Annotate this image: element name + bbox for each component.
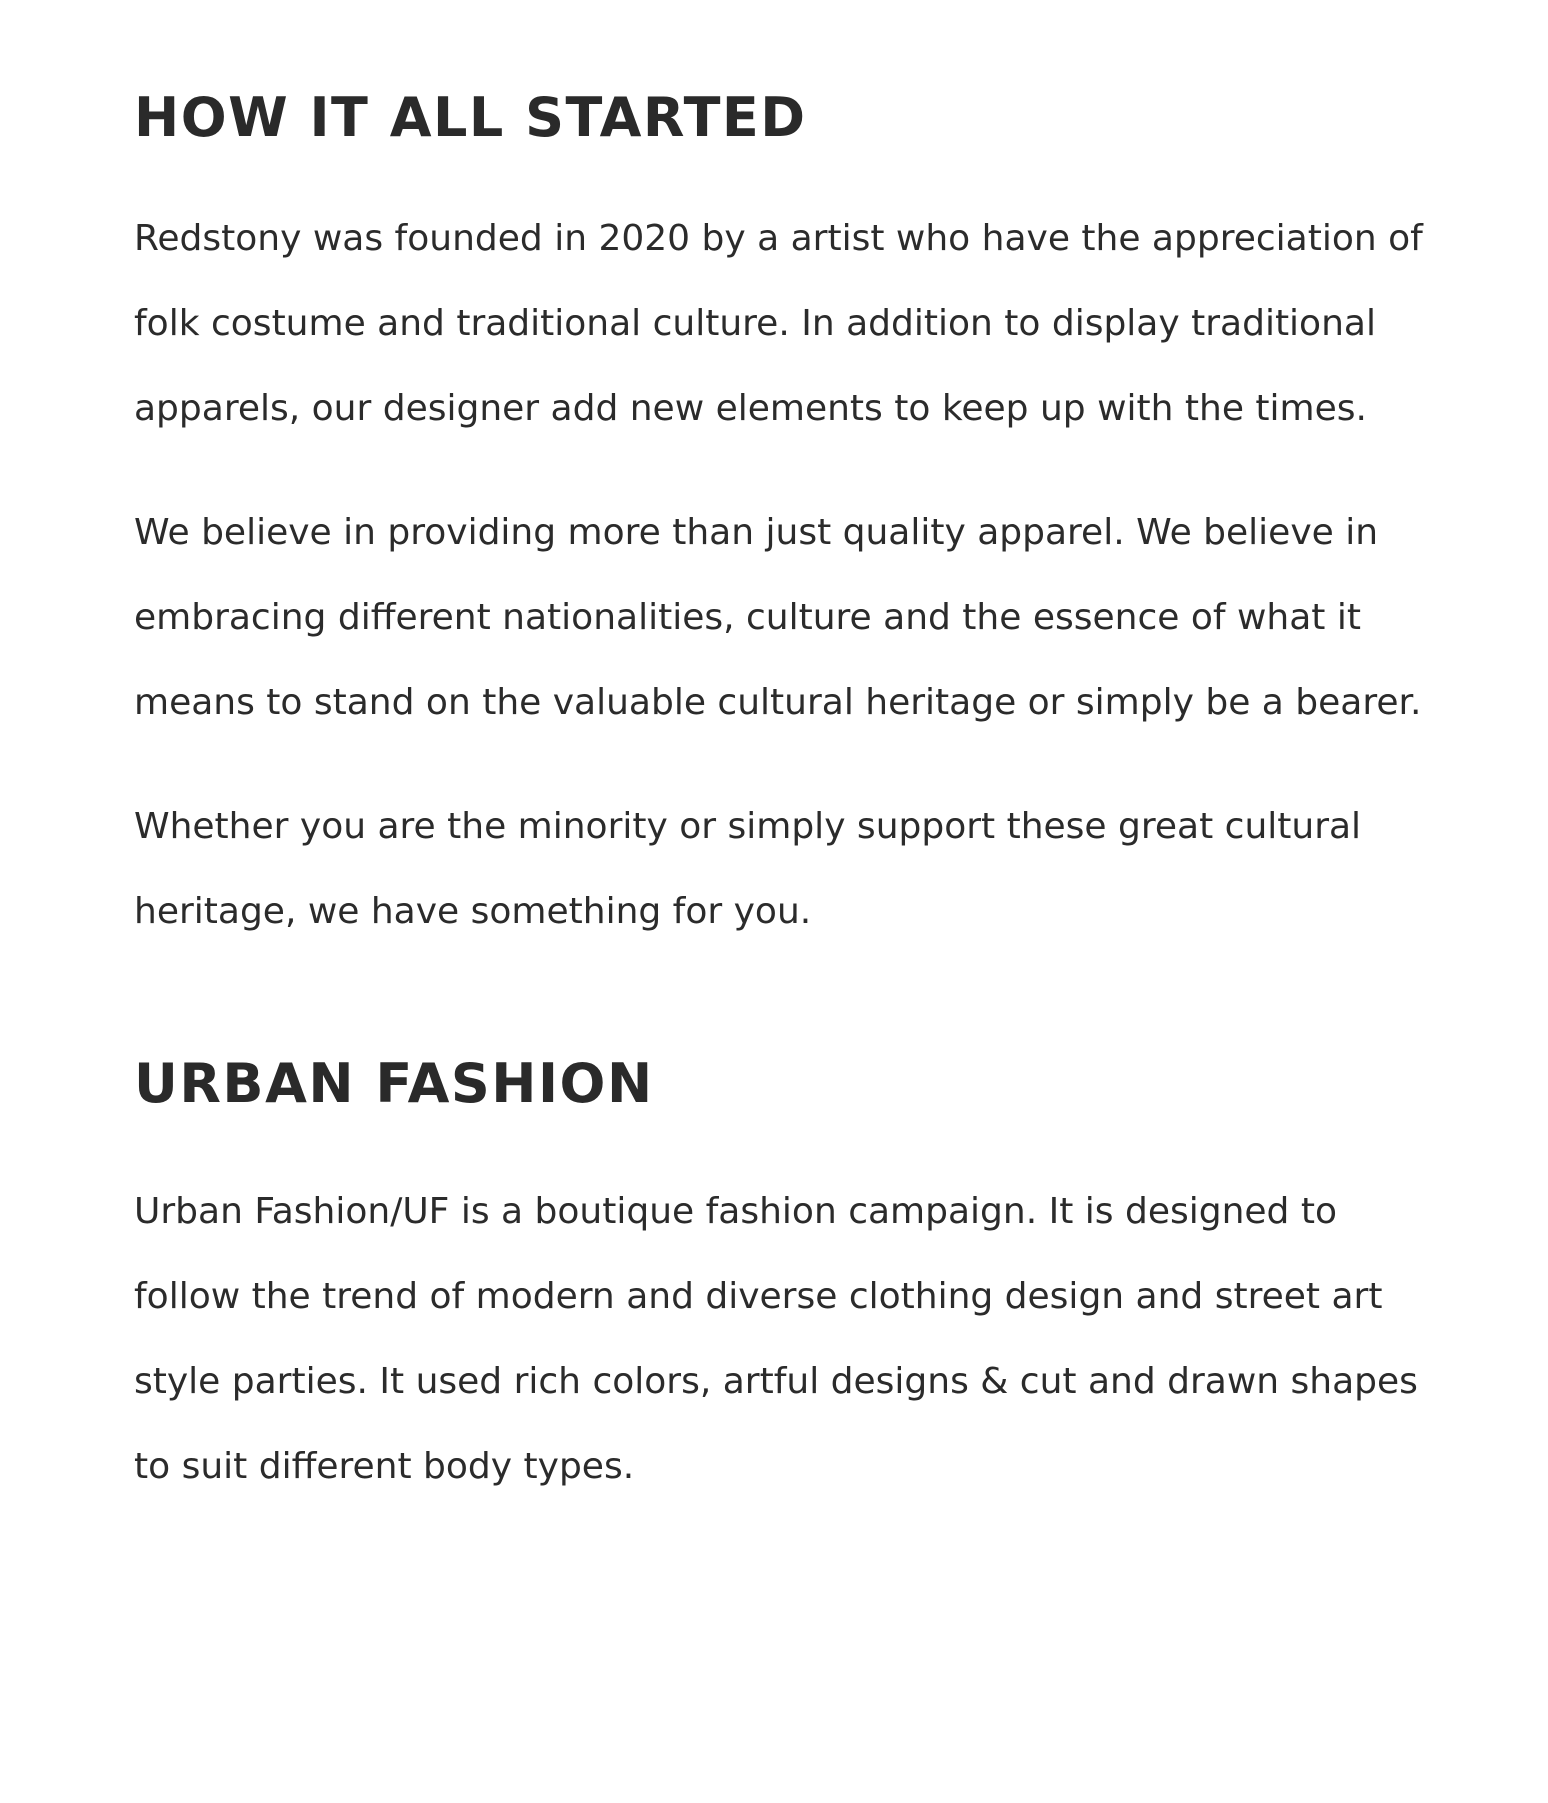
section-heading: HOW IT ALL STARTED (134, 86, 807, 149)
paragraph: Urban Fashion/UF is a boutique fashion campaign. It is designed to follow the trend of modern and diverse clothing design and street art style parties. It used rich colors, artful designs & cut and drawn shapes to suit different body types. (134, 1191, 1418, 1487)
page-content (134, 82, 1434, 1509)
paragraph: We believe in providing more than just quality apparel. We believe in embracing different nationalities, culture and the essence of what it means to stand on the valuable cultural heritage or simply be a bearer. (134, 512, 1422, 723)
paragraph: Redstony was founded in 2020 by a artist who have the appreciation of folk costume and traditional culture. In addition to display traditional apparels, our designer add new elements to keep up with the times. (134, 218, 1423, 429)
paragraph: Whether you are the minority or simply support these great cultural heritage, we have something for you. (134, 806, 1362, 932)
section-heading: URBAN FASHION (134, 1052, 654, 1115)
how-it-all-started-section (134, 82, 1434, 954)
urban-fashion-section (134, 1048, 1434, 1509)
